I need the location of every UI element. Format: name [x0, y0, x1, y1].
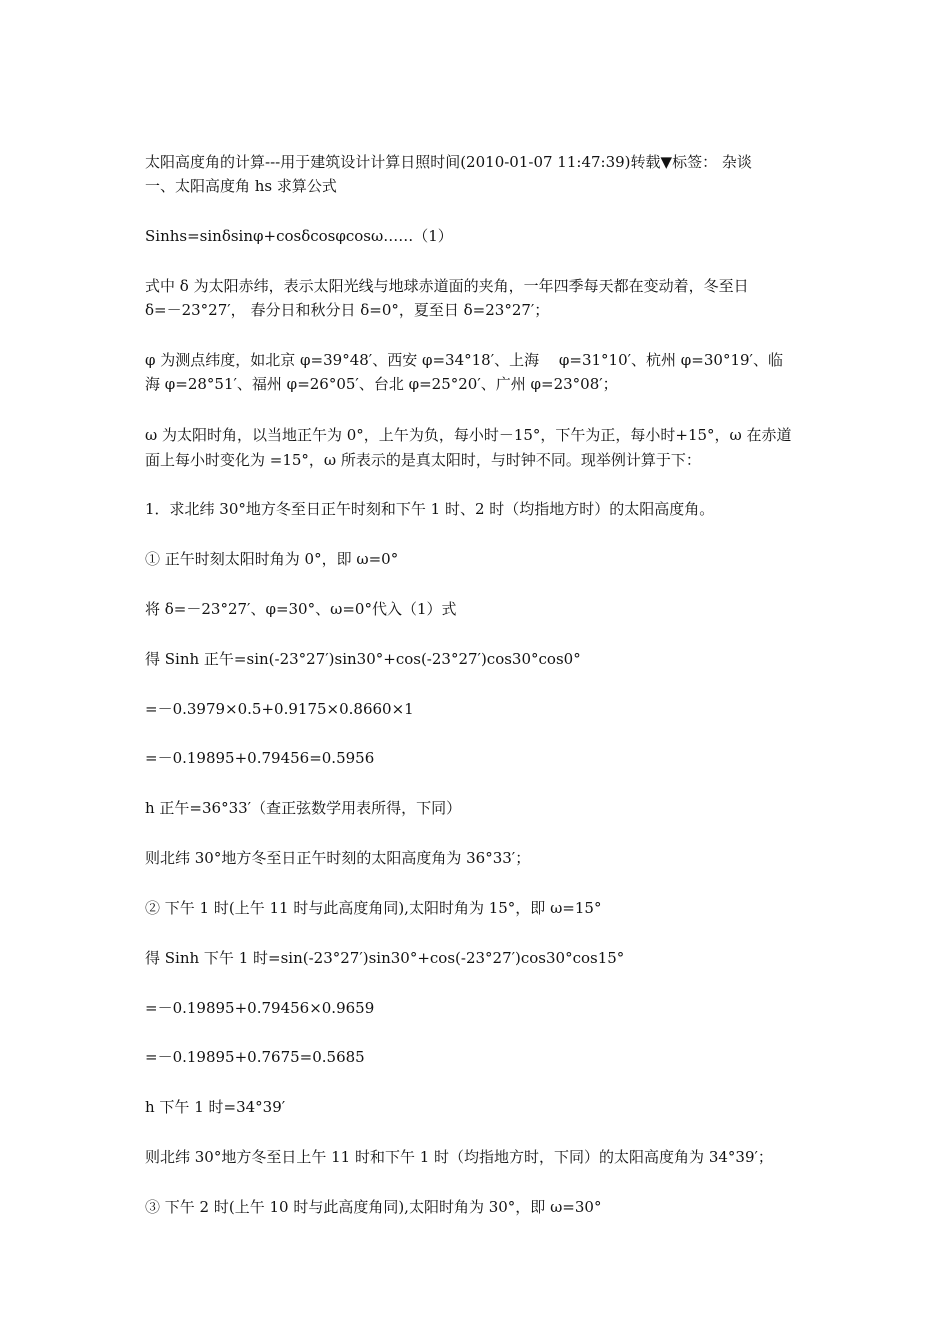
calculation-line: ② 下午 1 时(上午 11 时与此高度角同),太阳时角为 15°，即 ω=15° [145, 899, 602, 917]
paragraph-line: 海 φ=28°51′、福州 φ=26°05′、台北 φ=25°20′、广州 φ=23°08′； [145, 375, 618, 393]
example-heading: 1．求北纬 30°地方冬至日正午时刻和下午 1 时、2 时（均指地方时）的太阳高度角。 [145, 500, 715, 518]
calculation-line: 将 δ=－23°27′、φ=30°、ω=0°代入（1）式 [145, 600, 457, 618]
calculation-line: ③ 下午 2 时(上午 10 时与此高度角同),太阳时角为 30°，即 ω=30° [145, 1198, 602, 1216]
calculation-line: =－0.3979×0.5+0.9175×0.8660×1 [145, 700, 414, 718]
paragraph-line: ω 为太阳时角，以当地正午为 0°，上午为负，每小时－15°，下午为正，每小时+15°，ω 在赤道 [145, 426, 792, 444]
paragraph-line: δ=－23°27′， 春分日和秋分日 δ=0°，夏至日 δ=23°27′； [145, 301, 550, 319]
calculation-line: 得 Sinh 下午 1 时=sin(-23°27′)sin30°+cos(-23°27′)cos30°cos15° [145, 949, 625, 967]
calculation-line: 得 Sinh 正午=sin(-23°27′)sin30°+cos(-23°27′)cos30°cos0° [145, 650, 581, 668]
section-heading: 一、太阳高度角 hs 求算公式 [145, 177, 337, 195]
paragraph-line: 面上每小时变化为 =15°，ω 所表示的是真太阳时，与时钟不同。现举例计算于下： [145, 451, 701, 469]
calculation-line: 则北纬 30°地方冬至日正午时刻的太阳高度角为 36°33′； [145, 849, 531, 867]
calculation-line: h 下午 1 时=34°39′ [145, 1098, 286, 1116]
calculation-line: 则北纬 30°地方冬至日上午 11 时和下午 1 时（均指地方时，下同）的太阳高度角为 34°39′； [145, 1148, 773, 1166]
paragraph-line: φ 为测点纬度，如北京 φ=39°48′、西安 φ=34°18′、上海 φ=31°10′、杭州 φ=30°19′、临 [145, 351, 783, 369]
calculation-line: h 正午=36°33′（查正弦数学用表所得，下同） [145, 799, 462, 817]
formula-line: Sinhs=sinδsinφ+cosδcosφcosω……（1） [145, 227, 453, 245]
calculation-line: ① 正午时刻太阳时角为 0°，即 ω=0° [145, 550, 399, 568]
calculation-line: =－0.19895+0.79456×0.9659 [145, 999, 375, 1017]
calculation-line: =－0.19895+0.7675=0.5685 [145, 1048, 365, 1066]
calculation-line: =－0.19895+0.79456=0.5956 [145, 749, 375, 767]
paragraph-line: 式中 δ 为太阳赤纬，表示太阳光线与地球赤道面的夹角，一年四季每天都在变动着，冬至日 [145, 277, 749, 295]
document-title: 太阳高度角的计算---用于建筑设计计算日照时间(2010-01-07 11:47:39)转载▼标签： 杂谈 [145, 153, 752, 171]
